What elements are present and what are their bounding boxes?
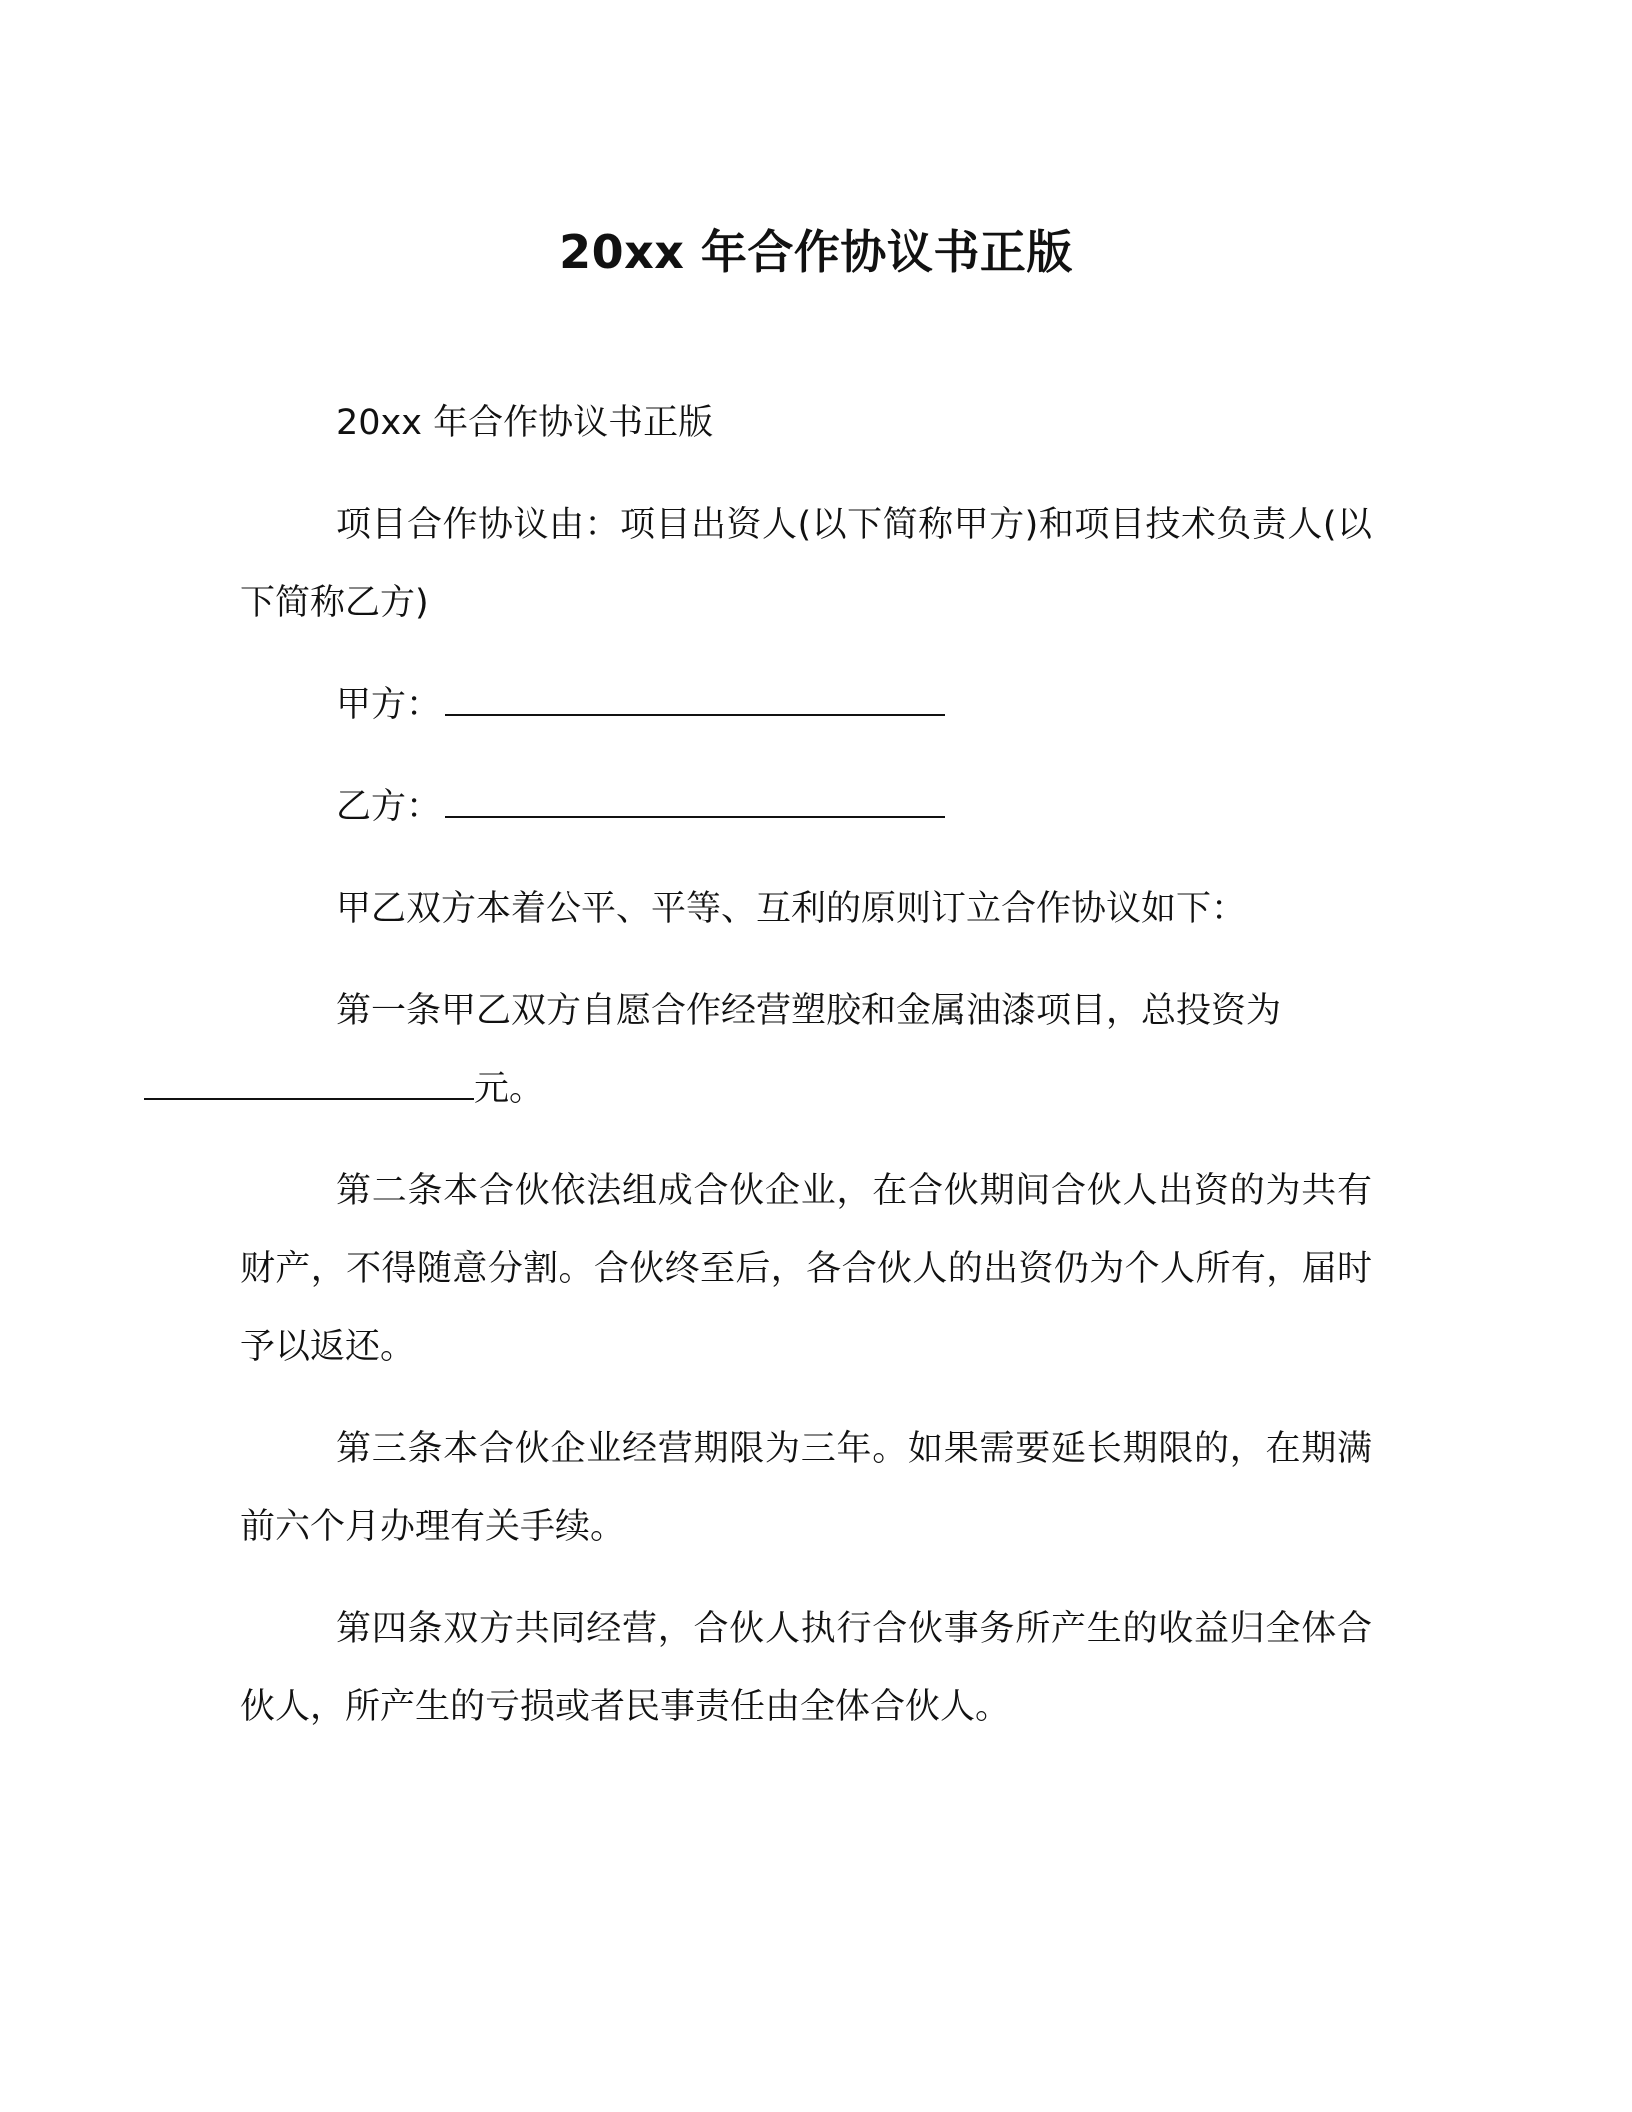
document-body <box>240 384 1372 1770</box>
article-1 <box>240 972 1372 1128</box>
article-3: 第三条本合伙企业经营期限为三年。如果需要延长期限的，在期满前六个月办理有关手续。 <box>240 1429 1372 1547</box>
investment-amount-blank-field[interactable] <box>144 1068 474 1100</box>
article-1-text: 第一条甲乙双方自愿合作经营塑胶和金属油漆项目，总投资为 <box>336 991 1282 1031</box>
article-1-unit: 元。 <box>474 1069 545 1109</box>
party-b-line <box>240 768 1372 846</box>
article-4: 第四条双方共同经营，合伙人执行合伙事务所产生的收益归全体合伙人，所产生的亏损或者民事责任由全体合伙人。 <box>240 1609 1372 1727</box>
party-a-blank-field[interactable] <box>445 684 945 716</box>
paragraph-parties-intro: 项目合作协议由：项目出资人(以下简称甲方)和项目技术负责人(以下简称乙方) <box>240 505 1372 623</box>
party-b-blank-field[interactable] <box>445 786 945 818</box>
document-title: 20xx 年合作协议书正版 <box>559 225 1073 279</box>
party-a-line <box>240 666 1372 744</box>
party-b-label: 乙方： <box>336 787 442 827</box>
party-a-label: 甲方： <box>336 685 442 725</box>
paragraph-principles: 甲乙双方本着公平、平等、互利的原则订立合作协议如下： <box>336 889 1247 929</box>
paragraph-subtitle: 20xx 年合作协议书正版 <box>336 403 714 443</box>
article-2: 第二条本合伙依法组成合伙企业，在合伙期间合伙人出资的为共有财产，不得随意分割。合伙终至后，各合伙人的出资仍为个人所有，届时予以返还。 <box>240 1171 1372 1367</box>
